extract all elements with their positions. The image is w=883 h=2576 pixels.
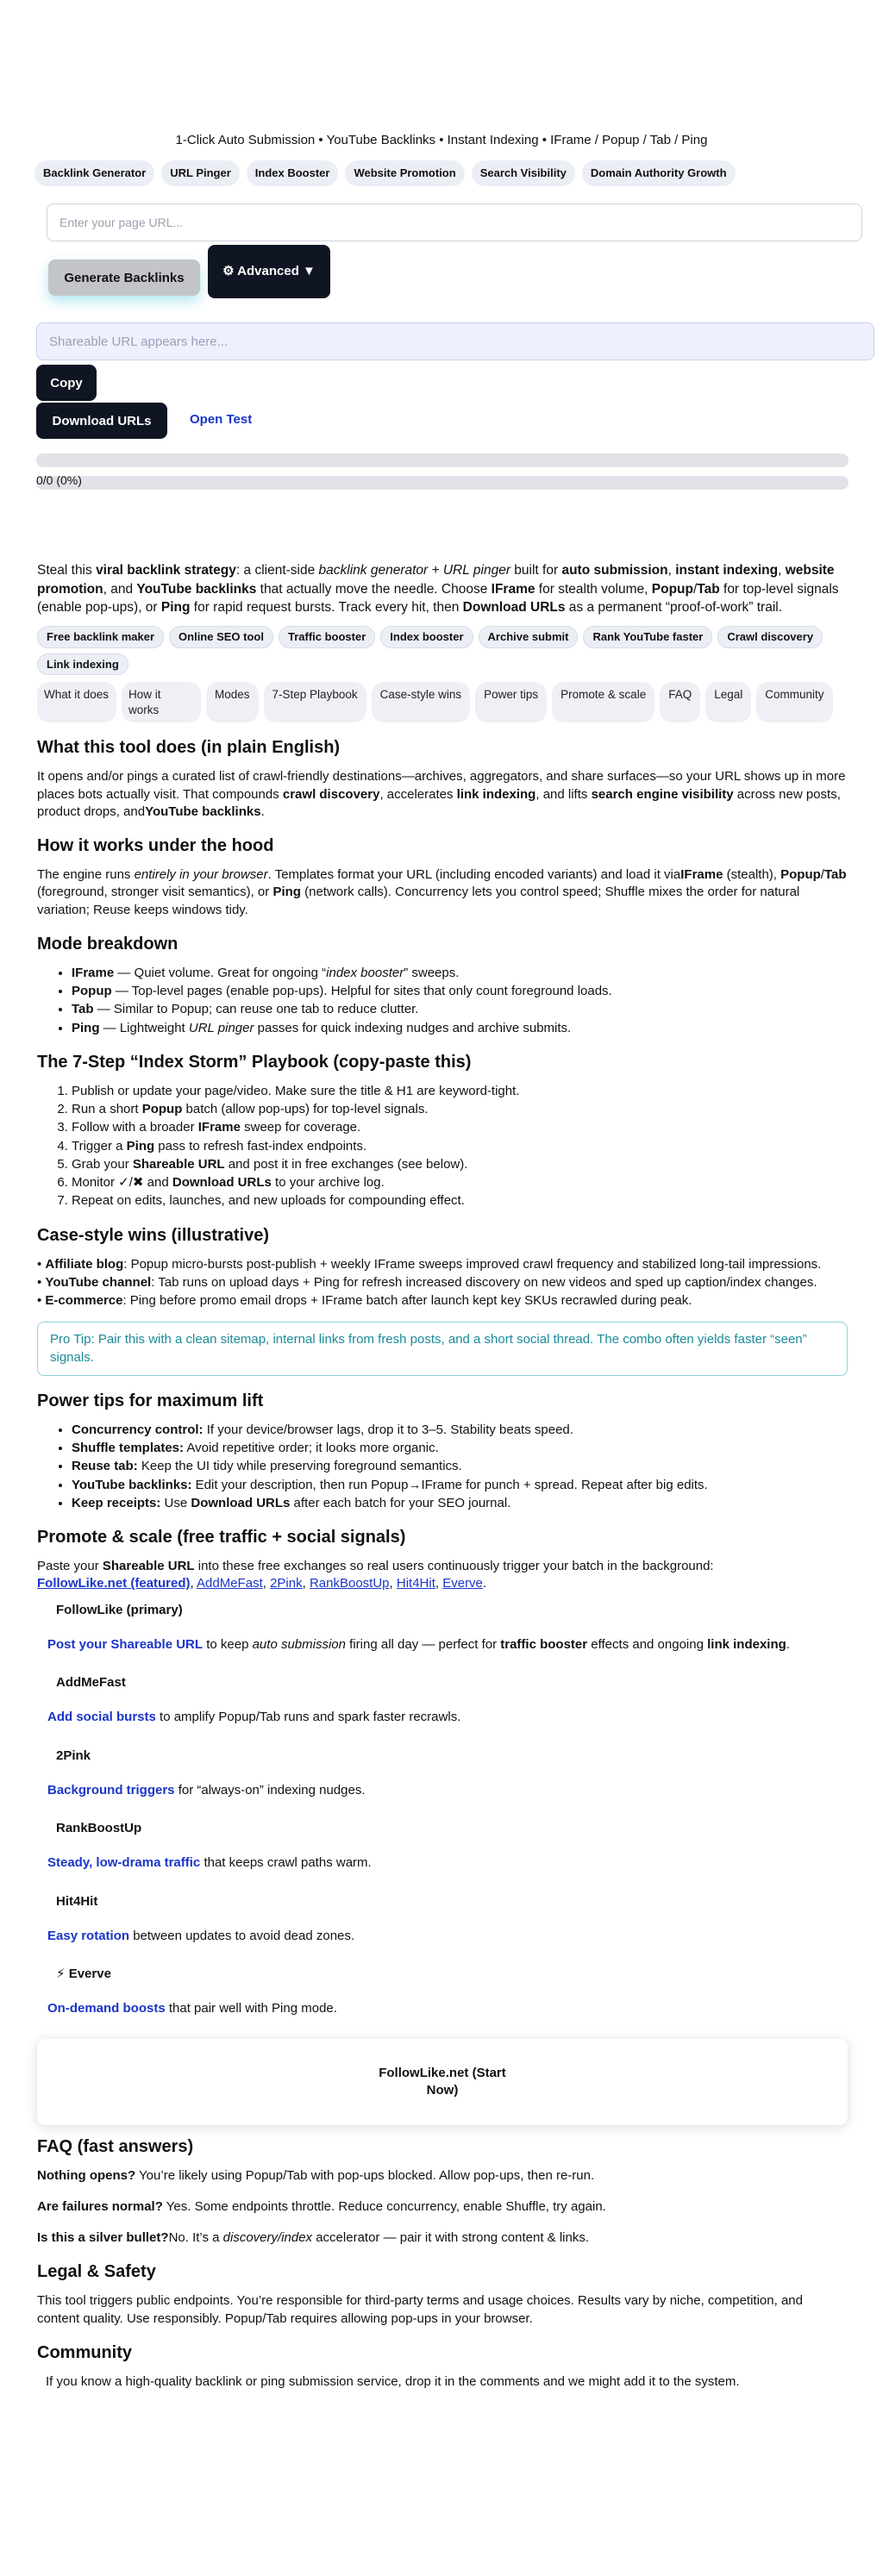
list-item: 6. Monitor ✓/✖ and Download URLs to your archive log. — [72, 1174, 848, 1191]
nav-modes[interactable]: Modes — [206, 682, 259, 722]
legal-paragraph: This tool triggers public endpoints. You’re responsible for third-party terms and usage choices. Results vary by niche, competition, and content quality. Use responsibly. Popup/Tab requires allowing pop-ups in your browser. — [37, 2293, 803, 2326]
exchange-title: FollowLike (primary) — [56, 1602, 183, 1617]
nav-how-it-works[interactable]: How it works — [122, 682, 201, 722]
nav-playbook[interactable]: 7-Step Playbook — [264, 682, 366, 722]
tag-chip: Archive submit — [479, 626, 579, 648]
list-item: • Popup — Top-level pages (enable pop-ups). Helpful for sites that only count foreground loads. — [72, 983, 848, 1000]
promote-paragraph: Paste your Shareable URL into these free exchanges so real users continuously trigger your batch in the background: FollowLike.net (featured), AddMeFast, 2Pink, RankBoostUp, Hit4Hit, Everve. — [37, 1559, 714, 1591]
exchange-title: RankBoostUp — [56, 1821, 142, 1835]
exchange-card-addmefast — [47, 1674, 848, 1727]
chip-index-booster: Index Booster — [247, 160, 339, 186]
modes-list — [37, 965, 848, 1037]
chip-backlink-generator: Backlink Generator — [34, 160, 154, 186]
chip-search-visibility: Search Visibility — [472, 160, 575, 186]
article — [37, 561, 848, 2399]
start-now-label: FollowLike.net (Start Now) — [379, 2066, 506, 2098]
list-item: • Ping — Lightweight URL pinger passes for quick indexing nudges and archive submits. — [72, 1020, 848, 1037]
cases-heading: Case-style wins (illustrative) — [37, 1225, 269, 1245]
nav-case-style-wins[interactable]: Case-style wins — [372, 682, 471, 722]
tag-chip: Rank YouTube faster — [583, 626, 712, 648]
tag-chip: Free backlink maker — [37, 626, 164, 648]
tag-chips — [37, 626, 848, 675]
faq-list — [37, 2167, 848, 2248]
page-subtitle: 1-Click Auto Submission • YouTube Backlinks • Instant Indexing • IFrame / Popup / Tab / Ping — [175, 133, 708, 147]
faq-item: Nothing opens? You’re likely using Popup/Tab with pop-ups blocked. Allow pop-ups, then re-run. — [37, 2167, 595, 2183]
list-item: 1. Publish or update your page/video. Make sure the title & H1 are keyword-tight. — [72, 1083, 848, 1100]
tag-chip: Index booster — [380, 626, 473, 648]
list-item: 7. Repeat on edits, launches, and new uploads for compounding effect. — [72, 1192, 848, 1210]
tag-chip: Traffic booster — [279, 626, 375, 648]
power-tips-list — [37, 1422, 848, 1512]
exchange-card-2pink — [47, 1748, 848, 1800]
legal-heading: Legal & Safety — [37, 2262, 156, 2282]
list-item: 3. Follow with a broader IFrame sweep for coverage. — [72, 1119, 848, 1136]
link-followlike-featured[interactable]: FollowLike.net (featured) — [37, 1576, 191, 1591]
section-nav — [37, 682, 848, 722]
playbook-steps — [37, 1083, 848, 1210]
exchange-card-hit4hit — [47, 1893, 848, 1946]
copy-button[interactable]: Copy — [36, 365, 97, 401]
promote-heading: Promote & scale (free traffic + social signals) — [37, 1528, 406, 1547]
exchange-description: Post your Shareable URL to keep auto submission firing all day — perfect for traffic booster effects and ongoing link indexing. — [47, 1636, 790, 1652]
pro-tip-box: Pro Tip: Pair this with a clean sitemap, internal links from fresh posts, and a short social thread. The combo often yields faster “seen” signals. — [37, 1322, 848, 1376]
exchange-description: Steady, low-drama traffic that keeps crawl paths warm. — [47, 1855, 372, 1871]
progress-text: 0/0 (0%) — [36, 473, 82, 487]
intro-paragraph: Steal this viral backlink strategy: a client-side backlink generator + URL pinger built for auto submission, instant indexing, website promotion, and YouTube backlinks that actually move the needle. Choose IFrame for stealth volume, Popup/Tab for top-level signals (enable pop-ups), or Ping for rapid request bursts. Track every hit, then Download URLs as a permanent “proof-of-work” trail. — [37, 563, 839, 616]
exchange-description: On-demand boosts that pair well with Ping mode. — [47, 2001, 337, 2016]
modes-heading: Mode breakdown — [37, 934, 178, 953]
link-2pink[interactable]: 2Pink — [270, 1576, 303, 1591]
tag-chip: Online SEO tool — [169, 626, 273, 648]
nav-promote-scale[interactable]: Promote & scale — [552, 682, 654, 722]
exchange-title: AddMeFast — [56, 1675, 126, 1690]
link-addmefast[interactable]: AddMeFast — [197, 1576, 263, 1591]
faq-item: Are failures normal? Yes. Some endpoints throttle. Reduce concurrency, enable Shuffle, try again. — [37, 2198, 606, 2214]
advanced-settings-button[interactable]: ⚙ Advanced ▼ — [208, 245, 330, 298]
exchange-card-followlike — [47, 1602, 848, 1654]
followlike-start-now-button[interactable] — [37, 2039, 848, 2125]
list-item: 4. Trigger a Ping pass to refresh fast-index endpoints. — [72, 1138, 848, 1155]
list-item: • Reuse tab: Keep the UI tidy while preserving foreground semantics. — [72, 1458, 848, 1475]
exchange-cta-link[interactable]: Easy rotation — [47, 1928, 130, 1943]
feature-chips — [34, 160, 862, 186]
nav-community[interactable]: Community — [756, 682, 832, 722]
chip-website-promotion: Website Promotion — [345, 160, 464, 186]
how-heading: How it works under the hood — [37, 836, 274, 855]
exchange-description: Background triggers for “always-on” indexing nudges. — [47, 1782, 366, 1798]
exchange-cta-link[interactable]: Post your Shareable URL — [47, 1636, 204, 1652]
what-paragraph: It opens and/or pings a curated list of crawl-friendly destinations—archives, aggregators, and share surfaces—so your URL shows up in more places bots actually visit. That compounds crawl discovery, accelerates link indexing, and lifts search engine visibility across new posts, product drops, andYouTube backlinks. — [37, 769, 846, 819]
community-heading: Community — [37, 2342, 132, 2362]
exchange-card-everve — [47, 1966, 848, 2018]
generate-backlinks-button[interactable]: Generate Backlinks — [48, 259, 200, 296]
list-item: • Shuffle templates: Avoid repetitive order; it looks more organic. — [72, 1440, 848, 1457]
nav-what-it-does[interactable]: What it does — [37, 682, 116, 722]
link-everve[interactable]: Everve — [442, 1576, 483, 1591]
exchange-title: 2Pink — [56, 1748, 91, 1763]
faq-item: Is this a silver bullet?No. It’s a discovery/index accelerator — pair it with strong content & links. — [37, 2230, 590, 2245]
exchange-cta-link[interactable]: On-demand boosts — [47, 2001, 166, 2016]
list-item: • IFrame — Quiet volume. Great for ongoing “index booster” sweeps. — [72, 965, 848, 982]
page-url-input[interactable] — [47, 203, 862, 241]
case-item: • YouTube channel: Tab runs on upload days + Ping for refresh increased discovery on new videos and sped up caption/index changes. — [37, 1274, 817, 1290]
exchange-title: ⚡ Everve — [56, 1966, 111, 1981]
exchange-title: Hit4Hit — [56, 1893, 98, 1909]
nav-faq[interactable]: FAQ — [660, 682, 700, 722]
what-heading: What this tool does (in plain English) — [37, 738, 341, 758]
power-heading: Power tips for maximum lift — [37, 1391, 264, 1410]
exchange-cta-link[interactable]: Steady, low-drama traffic — [47, 1855, 201, 1871]
community-paragraph: If you know a high-quality backlink or ping submission service, drop it in the comments and we might add it to the system. — [46, 2373, 740, 2389]
case-item: • E-commerce: Ping before promo email drops + IFrame batch after launch kept key SKUs recrawled during peak. — [37, 1293, 692, 1308]
list-item: • YouTube backlinks: Edit your description, then run Popup→IFrame for punch + spread. Repeat after big edits. — [72, 1477, 848, 1494]
link-hit4hit[interactable]: Hit4Hit — [396, 1576, 435, 1591]
list-item: 5. Grab your Shareable URL and post it in free exchanges (see below). — [72, 1156, 848, 1173]
exchange-cta-link[interactable]: Add social bursts — [47, 1710, 156, 1725]
open-test-link[interactable]: Open Test — [190, 412, 253, 427]
download-urls-button[interactable]: Download URLs — [36, 403, 167, 439]
exchange-description: Easy rotation between updates to avoid dead zones. — [47, 1928, 355, 1943]
how-paragraph: The engine runs entirely in your browser. Templates format your URL (including encoded variants) and load it viaIFrame (stealth), Popup/Tab (foreground, stronger visit semantics), or Ping (network calls). Concurrency lets you control speed; Shuffle mixes the order for natural variation; Reuse keeps windows tidy. — [37, 867, 847, 917]
shareable-url-field[interactable] — [36, 322, 874, 360]
chip-domain-authority-growth: Domain Authority Growth — [582, 160, 736, 186]
nav-power-tips[interactable]: Power tips — [475, 682, 547, 722]
tag-chip: Crawl discovery — [717, 626, 823, 648]
list-item: • Keep receipts: Use Download URLs after each batch for your SEO journal. — [72, 1495, 848, 1512]
exchange-cta-link[interactable]: Background triggers — [47, 1782, 175, 1798]
nav-legal[interactable]: Legal — [705, 682, 751, 722]
exchange-card-rankboostup — [47, 1820, 848, 1873]
tag-chip: Link indexing — [37, 653, 128, 676]
playbook-heading: The 7-Step “Index Storm” Playbook (copy-paste this) — [37, 1052, 472, 1072]
case-item: • Affiliate blog: Popup micro-bursts post-publish + weekly IFrame sweeps improved crawl frequency and stabilized long-tail impressions. — [37, 1256, 822, 1272]
exchange-description: Add social bursts to amplify Popup/Tab runs and spark faster recrawls. — [47, 1710, 461, 1725]
link-rankboostup[interactable]: RankBoostUp — [309, 1576, 390, 1591]
list-item: • Tab — Similar to Popup; can reuse one tab to reduce clutter. — [72, 1001, 848, 1018]
list-item: 2. Run a short Popup batch (allow pop-ups) for top-level signals. — [72, 1101, 848, 1118]
list-item: • Concurrency control: If your device/browser lags, drop it to 3–5. Stability beats speed. — [72, 1422, 848, 1439]
faq-heading: FAQ (fast answers) — [37, 2136, 194, 2156]
progress-track-primary — [36, 453, 849, 467]
chip-url-pinger: URL Pinger — [161, 160, 240, 186]
progress-track-secondary — [36, 476, 849, 490]
